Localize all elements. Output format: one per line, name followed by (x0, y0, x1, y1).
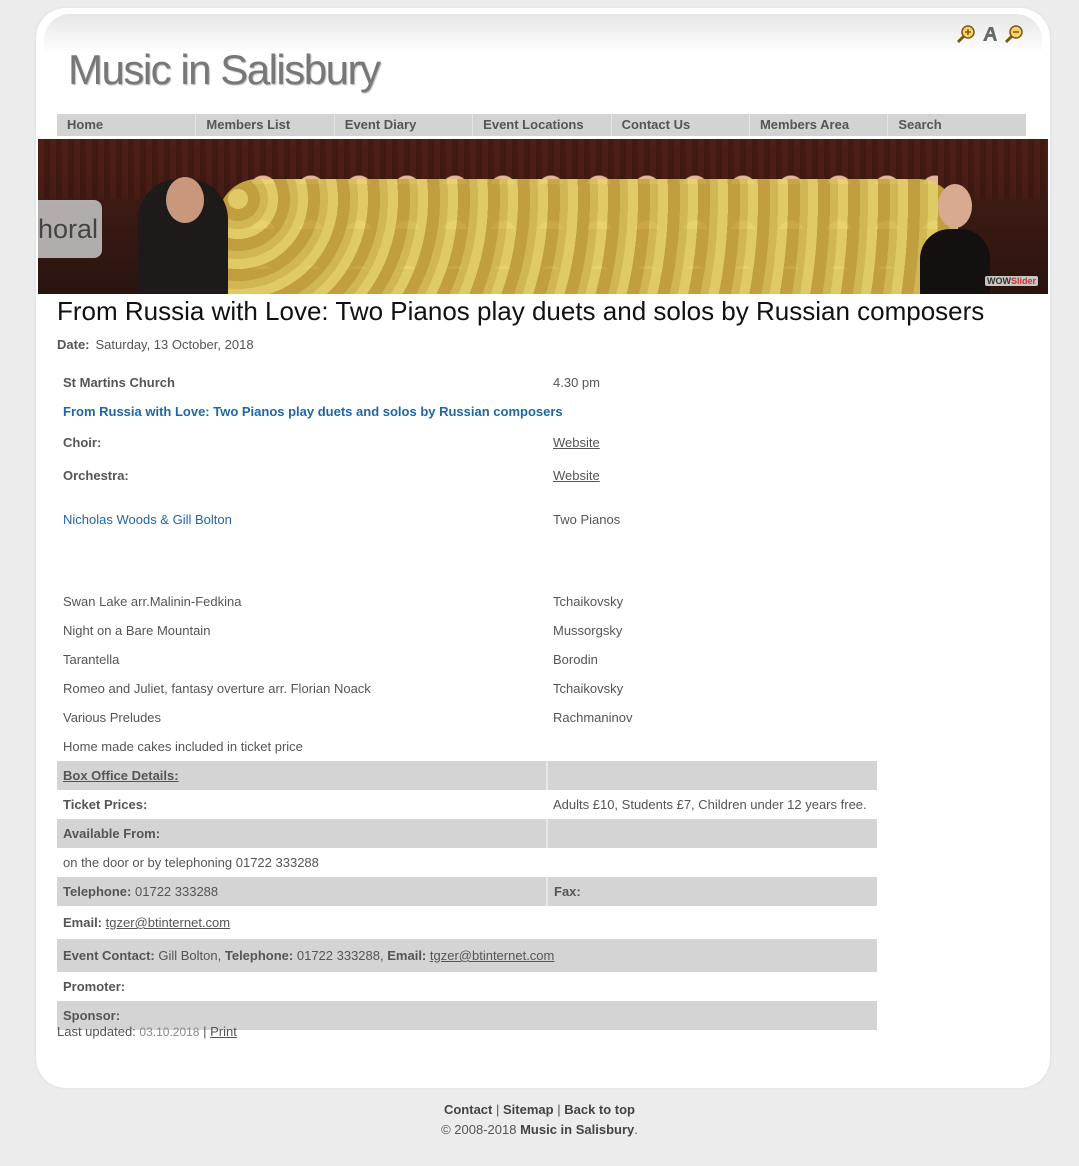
event-title: From Russia with Love: Two Pianos play duets and solos by Russian composers (57, 296, 985, 326)
footer-contact-link[interactable]: Contact (443, 1102, 493, 1117)
venue: St Martins Church (63, 375, 175, 390)
piece-composer: Borodin (553, 652, 598, 667)
table-row (57, 939, 877, 972)
orchestra-label: Orchestra: (63, 468, 129, 483)
nav-item-members-list[interactable]: Members List (195, 114, 333, 136)
start-time: 4.30 pm (553, 375, 600, 390)
date-label: Date: (57, 337, 90, 352)
program-title: From Russia with Love: Two Pianos play duets and solos by Russian composers (63, 404, 563, 419)
event-contact-label: Event Contact: (63, 948, 155, 963)
box-office-link[interactable]: Box Office Details: (63, 768, 179, 783)
zoom-in-icon[interactable] (956, 24, 976, 44)
table-row (57, 645, 877, 674)
table-row (57, 426, 877, 459)
separator: | (203, 1024, 207, 1039)
table-row (57, 848, 877, 877)
table-row (57, 368, 877, 397)
telephone-label: Telephone: (63, 884, 132, 899)
footer-links (0, 1100, 1079, 1120)
table-row (57, 459, 877, 492)
event-contact-email-link[interactable]: tgzer@btinternet.com (429, 948, 555, 963)
slider-badge-a: WOW (986, 276, 1011, 286)
piece-composer: Tchaikovsky (553, 681, 624, 696)
table-row (57, 587, 877, 616)
font-reset-icon[interactable] (980, 24, 1000, 44)
page-container (36, 8, 1050, 1088)
promoter-label: Promoter: (63, 979, 126, 994)
piece-title: Tarantella (63, 652, 120, 667)
choir-website-link[interactable]: Website (553, 435, 600, 450)
nav-item-contact-us[interactable]: Contact Us (611, 114, 749, 136)
performers-role: Two Pianos (553, 512, 621, 527)
ticket-prices-label: Ticket Prices: (63, 797, 148, 812)
piece-title: Swan Lake arr.Malinin-Fedkina (63, 594, 242, 609)
table-row (57, 616, 877, 645)
zoom-out-icon[interactable] (1004, 24, 1024, 44)
spacer-row (57, 547, 877, 587)
email-link[interactable]: tgzer@btinternet.com (105, 915, 231, 930)
available-from-text: on the door or by telephoning 01722 333288 (63, 855, 319, 870)
table-row (57, 674, 877, 703)
slider-badge (985, 276, 1038, 286)
performers-link[interactable]: Nicholas Woods & Gill Bolton (63, 512, 232, 527)
table-row (57, 972, 877, 1001)
nav-item-search[interactable]: Search (887, 114, 1025, 136)
piece-title: Various Preludes (63, 710, 162, 725)
piece-title: Romeo and Juliet, fantasy overture arr. Florian Noack (63, 681, 371, 696)
separator: | (495, 1102, 500, 1117)
table-row (57, 732, 877, 761)
table-row (57, 492, 877, 547)
table-row (57, 819, 877, 848)
piece-composer: Mussorgsky (553, 623, 623, 638)
separator: | (557, 1102, 561, 1117)
slider-badge-b: Slider (1010, 276, 1036, 286)
footer-back-to-top-link[interactable]: Back to top (564, 1102, 636, 1117)
table-row (57, 790, 877, 819)
copyright-site-name: Music in Salisbury (520, 1122, 635, 1137)
nav-item-event-locations[interactable]: Event Locations (472, 114, 610, 136)
available-from-label: Available From: (63, 826, 161, 841)
table-row (57, 906, 877, 939)
banner-choir-robes (218, 179, 958, 294)
nav-item-members-area[interactable]: Members Area (749, 114, 887, 136)
event-contact-tel: 01722 333288, (296, 948, 384, 963)
piece-title: Night on a Bare Mountain (63, 623, 211, 638)
site-title[interactable]: Music in Salisbury (68, 46, 380, 93)
banner-accompanist-head (938, 184, 972, 228)
orchestra-website-link[interactable]: Website (553, 468, 600, 483)
footer-sitemap-link[interactable]: Sitemap (503, 1102, 554, 1117)
sponsor-label: Sponsor: (63, 1008, 121, 1023)
table-row (57, 397, 877, 426)
last-updated-label: Last updated: (57, 1024, 136, 1039)
event-details-table (57, 368, 877, 1030)
main-nav (57, 114, 1026, 136)
piece-composer: Tchaikovsky (553, 594, 624, 609)
copyright-period: . (634, 1122, 638, 1137)
last-updated (57, 1024, 237, 1039)
nav-item-home[interactable]: Home (67, 117, 104, 132)
event-note: Home made cakes included in ticket price (63, 739, 303, 754)
banner-accompanist (920, 229, 990, 294)
text-size-tools (956, 24, 1024, 44)
site-footer (0, 1100, 1079, 1140)
last-updated-date: 03.10.2018 (139, 1025, 200, 1039)
event-contact-email-label: Email: (387, 948, 427, 963)
event-contact-name: Gill Bolton, (158, 948, 222, 963)
choir-label: Choir: (63, 435, 102, 450)
print-link[interactable]: Print (210, 1024, 237, 1039)
banner-slider[interactable] (38, 139, 1048, 294)
date-value: Saturday, 13 October, 2018 (95, 337, 254, 352)
table-row (57, 703, 877, 732)
copyright (0, 1120, 1079, 1140)
telephone-value: 01722 333288 (135, 884, 219, 899)
table-row (57, 761, 877, 790)
piece-composer: Rachmaninov (553, 710, 633, 725)
nav-item-event-diary[interactable]: Event Diary (334, 114, 472, 136)
fax-label: Fax: (554, 884, 581, 899)
banner-caption: horal (38, 200, 102, 258)
table-row (57, 877, 877, 906)
copyright-text: © 2008-2018 (441, 1122, 517, 1137)
banner-conductor-head (166, 177, 204, 223)
event-contact-tel-label: Telephone: (224, 948, 294, 963)
ticket-prices: Adults £10, Students £7, Children under 12 years free. (553, 797, 867, 812)
email-label: Email: (63, 915, 103, 930)
event-date (57, 337, 254, 352)
